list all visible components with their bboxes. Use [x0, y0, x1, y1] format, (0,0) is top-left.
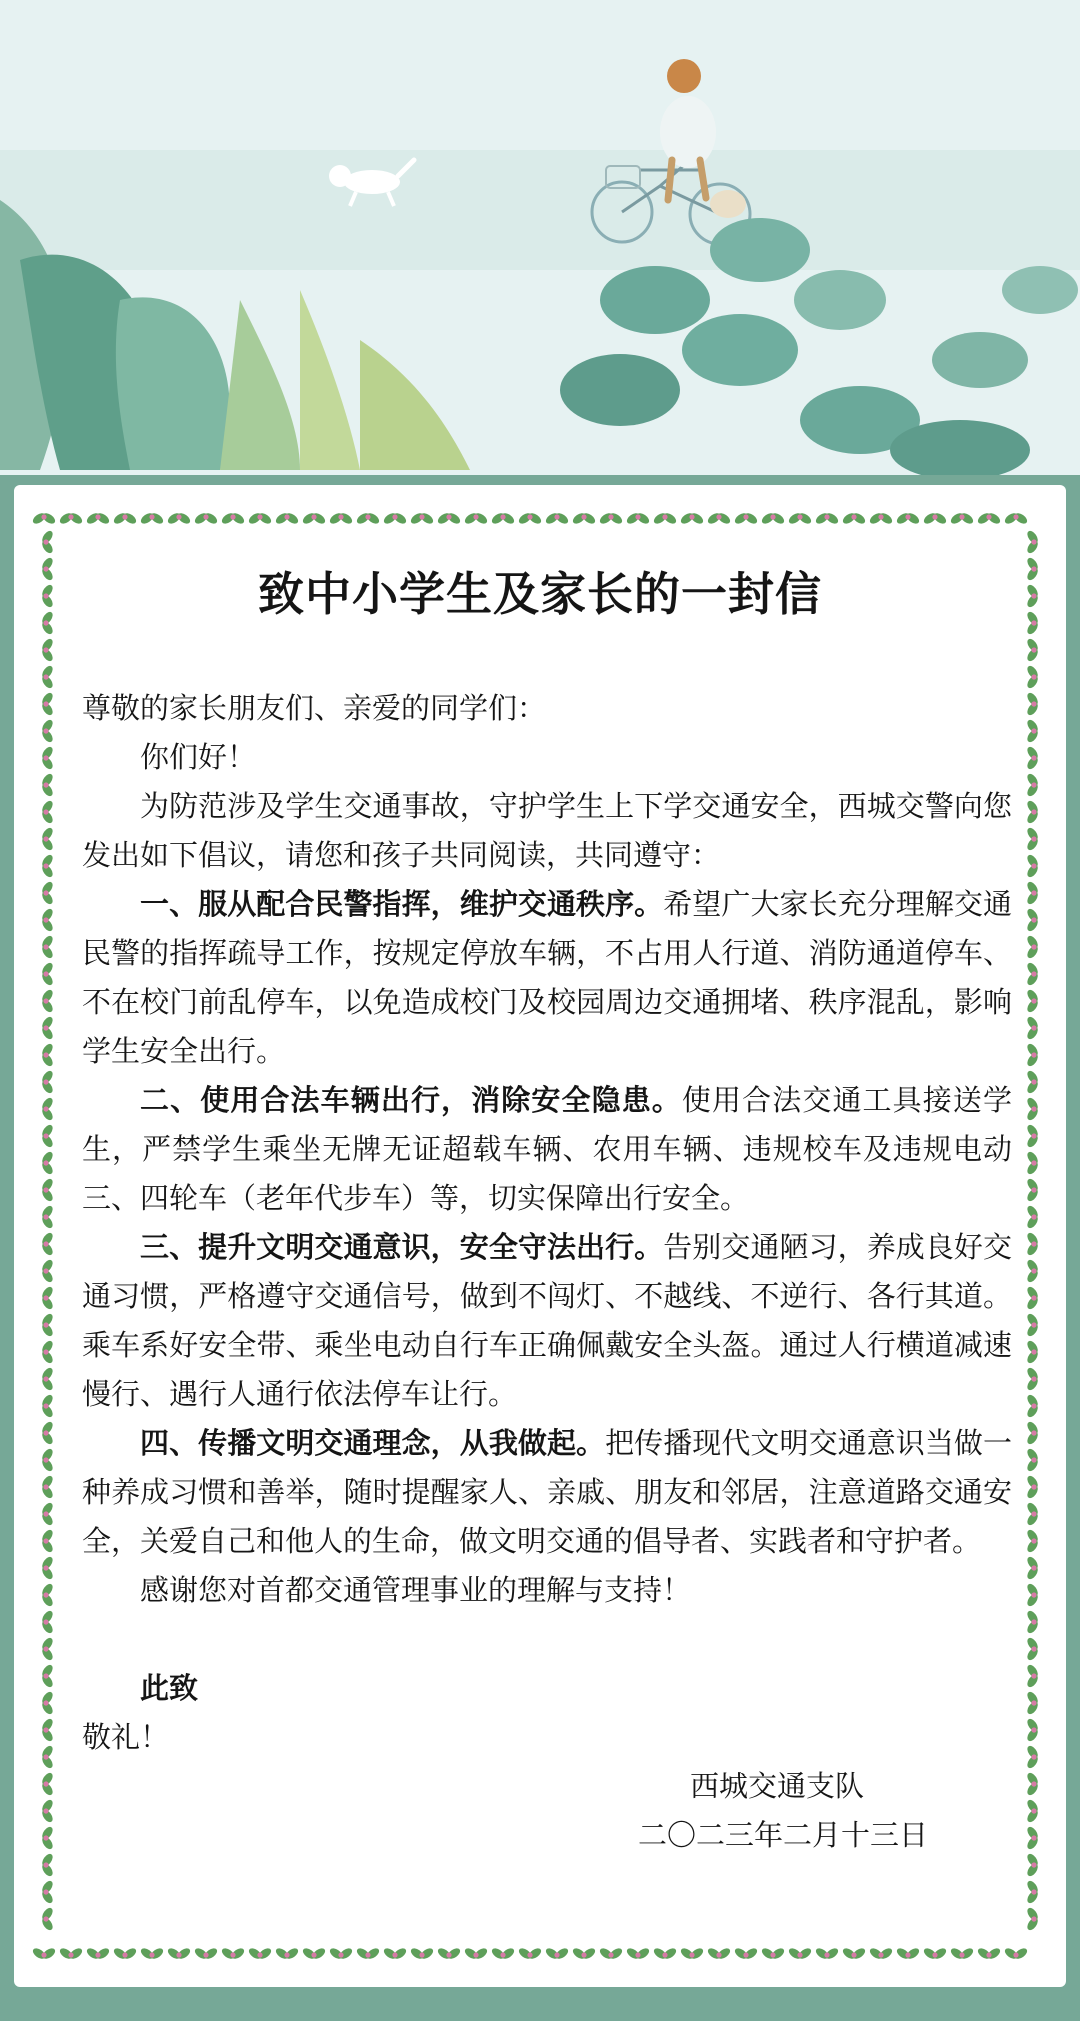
- holly-leaf-motif: [355, 1946, 381, 1961]
- holly-leaf-motif: [1025, 1852, 1040, 1878]
- salutation: 尊敬的家长朋友们、亲爱的同学们：: [82, 691, 547, 725]
- holly-leaf-motif: [40, 1744, 55, 1770]
- holly-leaf-motif: [40, 718, 55, 744]
- holly-leaf-motif: [1025, 1177, 1040, 1203]
- holly-leaf-motif: [517, 1946, 543, 1961]
- holly-leaf-motif: [976, 1946, 1002, 1961]
- header-illustration-art: [0, 0, 1080, 475]
- holly-leaf-motif: [40, 583, 55, 609]
- holly-leaf-motif: [1025, 1258, 1040, 1284]
- holly-leaf-motif: [40, 691, 55, 717]
- holly-leaf-motif: [409, 511, 435, 526]
- holly-leaf-motif: [652, 511, 678, 526]
- thanks-line: 感谢您对首都交通管理事业的理解与支持！: [140, 1573, 692, 1607]
- holly-leaf-motif: [625, 1946, 651, 1961]
- holly-leaf-motif: [895, 1946, 921, 1961]
- holly-leaf-motif: [1025, 772, 1040, 798]
- holly-leaf-motif: [1025, 1717, 1040, 1743]
- holly-leaf-motif: [40, 799, 55, 825]
- signature-organization: 西城交通支队: [689, 1769, 864, 1803]
- holly-leaf-motif: [1025, 1447, 1040, 1473]
- holly-leaf-motif: [40, 961, 55, 987]
- point-paragraph-1: [82, 880, 1012, 1076]
- holly-leaf-motif: [301, 1946, 327, 1961]
- holly-leaf-motif: [166, 511, 192, 526]
- holly-leaf-motif: [40, 1285, 55, 1311]
- holly-leaf-motif: [40, 1069, 55, 1095]
- holly-leaf-motif: [1025, 1798, 1040, 1824]
- holly-leaf-motif: [1025, 1690, 1040, 1716]
- holly-leaf-motif: [40, 1825, 55, 1851]
- holly-leaf-motif: [40, 1447, 55, 1473]
- holly-leaf-motif: [40, 1582, 55, 1608]
- holly-leaf-motif: [40, 1690, 55, 1716]
- holly-leaf-motif: [40, 745, 55, 771]
- point-paragraph-4: [82, 1419, 1012, 1566]
- holly-leaf-motif: [139, 1946, 165, 1961]
- holly-leaf-motif: [706, 511, 732, 526]
- holly-leaf-motif: [40, 1366, 55, 1392]
- holly-leaf-motif: [40, 1528, 55, 1554]
- holly-leaf-motif: [40, 1798, 55, 1824]
- holly-leaf-motif: [1025, 718, 1040, 744]
- holly-leaf-motif: [40, 1312, 55, 1338]
- holly-leaf-motif: [112, 1946, 138, 1961]
- holly-leaf-motif: [1025, 1744, 1040, 1770]
- holly-leaf-motif: [40, 1906, 55, 1932]
- holly-leaf-motif: [1025, 1906, 1040, 1932]
- holly-leaf-motif: [1025, 745, 1040, 771]
- holly-leaf-motif: [1025, 799, 1040, 825]
- holly-leaf-motif: [40, 1852, 55, 1878]
- holly-leaf-motif: [1025, 556, 1040, 582]
- holly-leaf-motif: [40, 610, 55, 636]
- holly-leaf-motif: [1025, 1204, 1040, 1230]
- holly-leaf-motif: [490, 1946, 516, 1961]
- holly-leaf-motif: [40, 880, 55, 906]
- holly-leaf-motif: [436, 511, 462, 526]
- holly-leaf-motif: [679, 1946, 705, 1961]
- holly-leaf-motif: [40, 1231, 55, 1257]
- holly-leaf-motif: [814, 511, 840, 526]
- holly-leaf-motif: [868, 511, 894, 526]
- holly-leaf-motif: [355, 511, 381, 526]
- holly-leaf-motif: [1025, 1366, 1040, 1392]
- point-paragraph-3: [82, 1223, 1012, 1419]
- holly-leaf-motif: [463, 1946, 489, 1961]
- holly-leaf-motif: [1025, 1231, 1040, 1257]
- holly-leaf-motif: [544, 1946, 570, 1961]
- holly-leaf-motif: [598, 1946, 624, 1961]
- holly-leaf-motif: [787, 1946, 813, 1961]
- holly-leaf-motif: [274, 511, 300, 526]
- holly-leaf-motif: [895, 511, 921, 526]
- holly-leaf-motif: [571, 1946, 597, 1961]
- holly-leaf-motif: [1025, 1474, 1040, 1500]
- holly-leaf-motif: [40, 853, 55, 879]
- signature-date: 二〇二三年二月十三日: [637, 1818, 928, 1852]
- holly-leaf-motif: [733, 511, 759, 526]
- point-text-3: 告别交通陋习，养成良好交通习惯，严格遵守交通信号，做到不闯灯、不越线、不逆行、各行其道。乘车系好安全带、乘坐电动自行车正确佩戴安全头盔。通过人行横道减速慢行、遇行人通行依法停车让行。: [82, 1230, 1012, 1411]
- holly-leaf-motif: [220, 1946, 246, 1961]
- holly-leaf-motif: [1025, 1663, 1040, 1689]
- holly-leaf-motif: [40, 934, 55, 960]
- holly-leaf-motif: [922, 1946, 948, 1961]
- holly-leaf-motif: [40, 637, 55, 663]
- point-heading-4: 四、传播文明交通理念，从我做起。: [140, 1426, 606, 1460]
- holly-leaf-motif: [328, 511, 354, 526]
- holly-leaf-motif: [85, 511, 111, 526]
- holly-leaf-motif: [1025, 1096, 1040, 1122]
- holly-leaf-motif: [40, 1879, 55, 1905]
- letter-title: 致中小学生及家长的一封信: [258, 567, 822, 621]
- holly-leaf-motif: [706, 1946, 732, 1961]
- point-text-2: 使用合法交通工具接送学生，严禁学生乘坐无牌无证超载车辆、农用车辆、违规校车及违规电动三、四轮车（老年代步车）等，切实保障出行安全。: [82, 1083, 1012, 1215]
- letter-content: [66, 540, 1014, 1930]
- holly-leaf-motif: [40, 529, 55, 555]
- holly-leaf-motif: [517, 511, 543, 526]
- holly-leaf-motif: [868, 1946, 894, 1961]
- holly-leaf-motif: [1025, 1636, 1040, 1662]
- point-text-1: 希望广大家长充分理解交通民警的指挥疏导工作，按规定停放车辆，不占用人行道、消防通道停车、不在校门前乱停车，以免造成校门及校园周边交通拥堵、秩序混乱，影响学生安全出行。: [82, 887, 1012, 1068]
- holly-leaf-motif: [1025, 1069, 1040, 1095]
- holly-leaf-motif: [1025, 880, 1040, 906]
- closing-jing-li: 敬礼！: [82, 1720, 170, 1754]
- holly-leaf-motif: [139, 511, 165, 526]
- holly-leaf-motif: [787, 511, 813, 526]
- greeting: 你们好！: [140, 740, 257, 774]
- holly-leaf-motif: [841, 511, 867, 526]
- holly-leaf-motif: [220, 511, 246, 526]
- holly-leaf-motif: [1025, 826, 1040, 852]
- holly-leaf-motif: [571, 511, 597, 526]
- holly-leaf-motif: [976, 511, 1002, 526]
- point-heading-2: 二、使用合法车辆出行，消除安全隐患。: [140, 1083, 682, 1117]
- holly-leaf-motif: [58, 1946, 84, 1961]
- holly-leaf-motif: [1025, 907, 1040, 933]
- holly-leaf-motif: [1025, 1501, 1040, 1527]
- point-paragraph-2: [82, 1076, 1012, 1223]
- intro-paragraph: 为防范涉及学生交通事故，守护学生上下学交通安全，西城交警向您发出如下倡议，请您和孩子共同阅读，共同遵守：: [82, 789, 1012, 872]
- holly-leaf-motif: [760, 1946, 786, 1961]
- holly-leaf-motif: [1003, 1946, 1029, 1961]
- holly-leaf-motif: [922, 511, 948, 526]
- holly-leaf-motif: [247, 511, 273, 526]
- holly-leaf-motif: [1025, 691, 1040, 717]
- holly-leaf-motif: [1025, 664, 1040, 690]
- holly-leaf-motif: [40, 1663, 55, 1689]
- point-heading-3: 三、提升文明交通意识，安全守法出行。: [140, 1230, 664, 1264]
- holly-leaf-motif: [40, 1204, 55, 1230]
- holly-leaf-motif: [40, 1096, 55, 1122]
- point-heading-1: 一、服从配合民警指挥，维护交通秩序。: [140, 887, 664, 921]
- holly-leaf-motif: [1025, 1150, 1040, 1176]
- holly-leaf-motif: [274, 1946, 300, 1961]
- holly-leaf-motif: [40, 826, 55, 852]
- blank-line: [82, 1615, 1012, 1664]
- holly-leaf-motif: [814, 1946, 840, 1961]
- holly-leaf-motif: [112, 511, 138, 526]
- holly-leaf-motif: [31, 511, 57, 526]
- holly-leaf-motif: [1025, 637, 1040, 663]
- holly-leaf-motif: [625, 511, 651, 526]
- holly-leaf-motif: [166, 1946, 192, 1961]
- holly-leaf-motif: [31, 1946, 57, 1961]
- holly-leaf-motif: [85, 1946, 111, 1961]
- holly-leaf-motif: [40, 1474, 55, 1500]
- holly-leaf-motif: [40, 988, 55, 1014]
- holly-leaf-motif: [1025, 1879, 1040, 1905]
- holly-leaf-motif: [679, 511, 705, 526]
- holly-leaf-motif: [40, 772, 55, 798]
- holly-leaf-motif: [409, 1946, 435, 1961]
- holly-leaf-motif: [1025, 1555, 1040, 1581]
- holly-leaf-motif: [1025, 1123, 1040, 1149]
- holly-leaf-motif: [193, 511, 219, 526]
- holly-leaf-motif: [1003, 511, 1029, 526]
- holly-leaf-motif: [40, 1015, 55, 1041]
- holly-leaf-motif: [1025, 1042, 1040, 1068]
- holly-leaf-motif: [1025, 934, 1040, 960]
- holly-leaf-motif: [40, 1258, 55, 1284]
- holly-leaf-motif: [40, 1339, 55, 1365]
- holly-leaf-motif: [1025, 1771, 1040, 1797]
- holly-leaf-motif: [1025, 610, 1040, 636]
- holly-leaf-motif: [841, 1946, 867, 1961]
- holly-leaf-motif: [1025, 988, 1040, 1014]
- holly-leaf-motif: [40, 1150, 55, 1176]
- holly-leaf-motif: [40, 1555, 55, 1581]
- holly-leaf-motif: [1025, 1312, 1040, 1338]
- holly-leaf-motif: [40, 1771, 55, 1797]
- holly-leaf-motif: [382, 1946, 408, 1961]
- holly-leaf-motif: [1025, 529, 1040, 555]
- holly-leaf-motif: [1025, 1285, 1040, 1311]
- holly-leaf-motif: [40, 664, 55, 690]
- holly-leaf-motif: [760, 511, 786, 526]
- holly-leaf-motif: [382, 511, 408, 526]
- holly-leaf-motif: [40, 1042, 55, 1068]
- header-illustration: [0, 0, 1080, 475]
- closing-ci-zhi: 此致: [140, 1671, 199, 1705]
- holly-leaf-motif: [652, 1946, 678, 1961]
- holly-leaf-motif: [1025, 1420, 1040, 1446]
- holly-leaf-motif: [40, 1501, 55, 1527]
- holly-leaf-motif: [40, 1609, 55, 1635]
- holly-leaf-motif: [544, 511, 570, 526]
- holly-leaf-motif: [598, 511, 624, 526]
- holly-leaf-motif: [1025, 1393, 1040, 1419]
- holly-leaf-motif: [1025, 853, 1040, 879]
- holly-leaf-motif: [301, 511, 327, 526]
- holly-leaf-motif: [733, 1946, 759, 1961]
- holly-leaf-motif: [949, 1946, 975, 1961]
- holly-leaf-motif: [1025, 961, 1040, 987]
- holly-leaf-motif: [1025, 1015, 1040, 1041]
- holly-leaf-motif: [40, 1636, 55, 1662]
- holly-leaf-motif: [40, 556, 55, 582]
- holly-leaf-motif: [40, 1123, 55, 1149]
- holly-leaf-motif: [1025, 1339, 1040, 1365]
- holly-leaf-motif: [40, 1177, 55, 1203]
- holly-leaf-motif: [463, 511, 489, 526]
- letter-body: [82, 684, 1012, 1860]
- holly-leaf-motif: [40, 907, 55, 933]
- holly-leaf-motif: [58, 511, 84, 526]
- holly-leaf-motif: [1025, 583, 1040, 609]
- point-text-4: 把传播现代文明交通意识当做一种养成习惯和善举，随时提醒家人、亲戚、朋友和邻居，注意道路交通安全，关爱自己和他人的生命，做文明交通的倡导者、实践者和守护者。: [82, 1426, 1012, 1558]
- holly-leaf-motif: [247, 1946, 273, 1961]
- holly-leaf-motif: [193, 1946, 219, 1961]
- holly-leaf-motif: [949, 511, 975, 526]
- holly-leaf-motif: [1025, 1582, 1040, 1608]
- holly-leaf-motif: [436, 1946, 462, 1961]
- holly-leaf-motif: [40, 1393, 55, 1419]
- holly-leaf-motif: [490, 511, 516, 526]
- holly-leaf-motif: [328, 1946, 354, 1961]
- holly-leaf-motif: [1025, 1528, 1040, 1554]
- holly-leaf-motif: [40, 1420, 55, 1446]
- holly-leaf-motif: [1025, 1609, 1040, 1635]
- holly-leaf-motif: [40, 1717, 55, 1743]
- holly-leaf-motif: [1025, 1825, 1040, 1851]
